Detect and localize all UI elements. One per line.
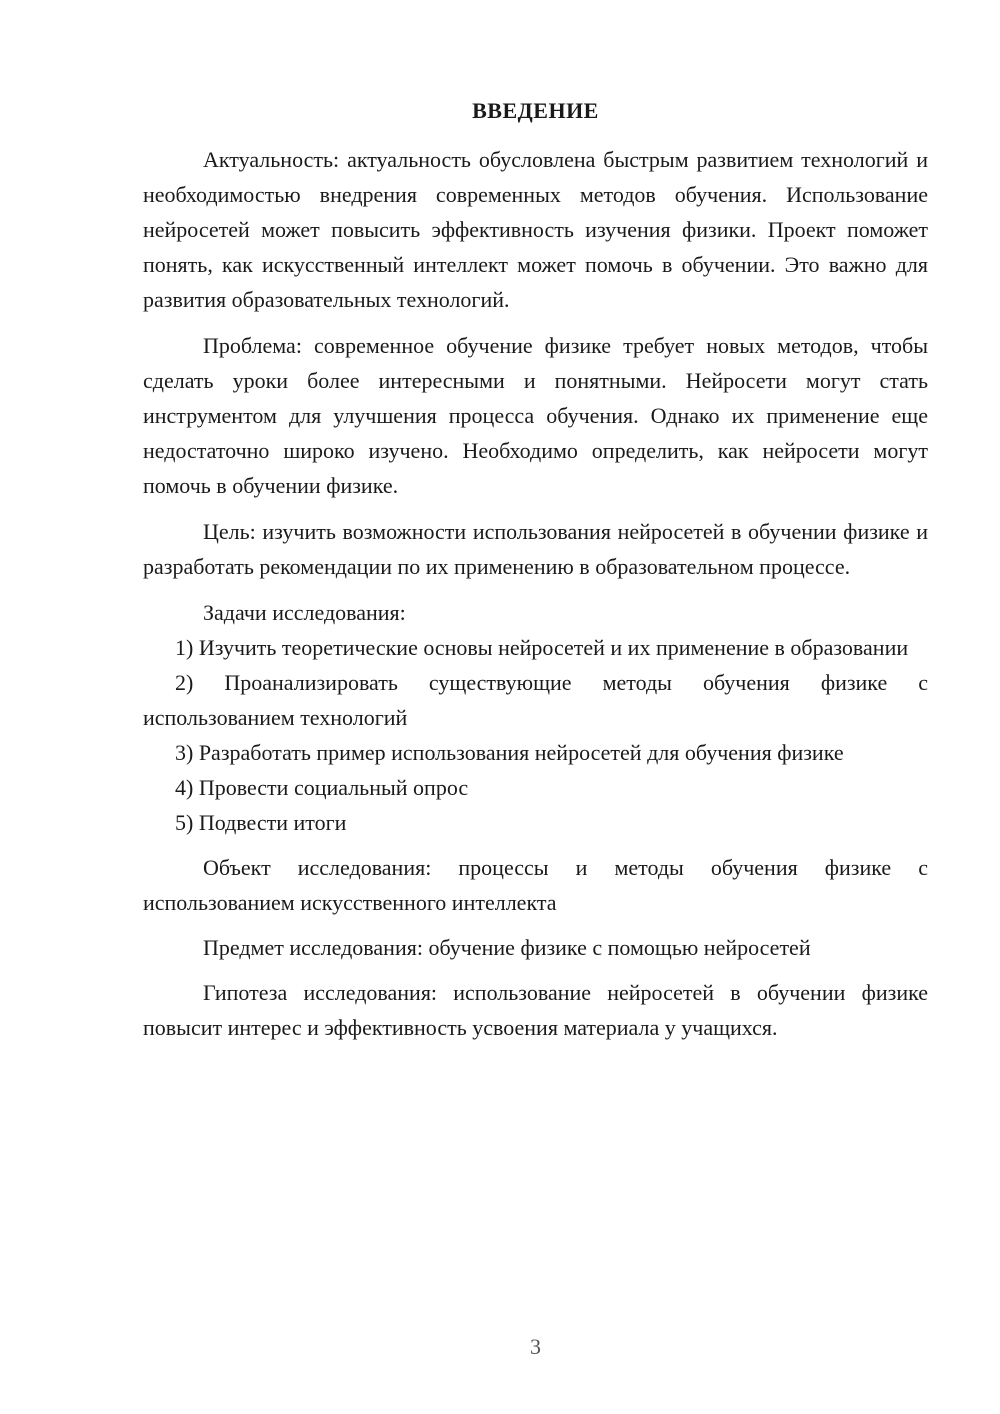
document-page [143, 0, 928, 1414]
tasks-heading: Задачи исследования: [203, 600, 406, 625]
list-item: 3) Разработать пример использования нейросетей для обучения физике [175, 740, 844, 765]
paragraph-problem: Проблема: современное обучение физике требует новых методов, чтобы сделать уроки более интересными и понятными. Нейросети могут стать инструментом для улучшения процесса обучения. Однако их применение еще недостаточно широко изучено. Необходимо определить, как нейросети могут помочь в обучении физике. [143, 333, 928, 498]
list-item: 1) Изучить теоретические основы нейросетей и их применение в образовании [175, 635, 909, 660]
paragraph-hypothesis: Гипотеза исследования: использование нейросетей в обучении физике повысит интерес и эффективность усвоения материала у учащихся. [143, 980, 928, 1040]
list-item: 4) Провести социальный опрос [175, 775, 469, 800]
list-item: 5) Подвести итоги [175, 810, 347, 835]
tasks-list [143, 630, 928, 840]
page-number: 3 [530, 1334, 541, 1359]
paragraph-subject: Предмет исследования: обучение физике с помощью нейросетей [203, 935, 811, 960]
list-item: 2) Проанализировать существующие методы обучения физике с использованием технологий [143, 670, 928, 730]
paragraph-goal: Цель: изучить возможности использования нейросетей в обучении физике и разработать рекомендации по их применению в образовательном процессе. [143, 519, 928, 579]
paragraph-relevance: Актуальность: актуальность обусловлена быстрым развитием технологий и необходимостью внедрения современных методов обучения. Использование нейросетей может повысить эффективность изучения физики. Проект поможет понять, как искусственный интеллект может помочь в обучении. Это важно для развития образовательных технологий. [143, 147, 928, 312]
paragraph-object: Объект исследования: процессы и методы обучения физике с использованием искусственного интеллекта [143, 855, 928, 915]
page-title: ВВЕДЕНИЕ [472, 98, 599, 123]
document-body [143, 142, 928, 1045]
